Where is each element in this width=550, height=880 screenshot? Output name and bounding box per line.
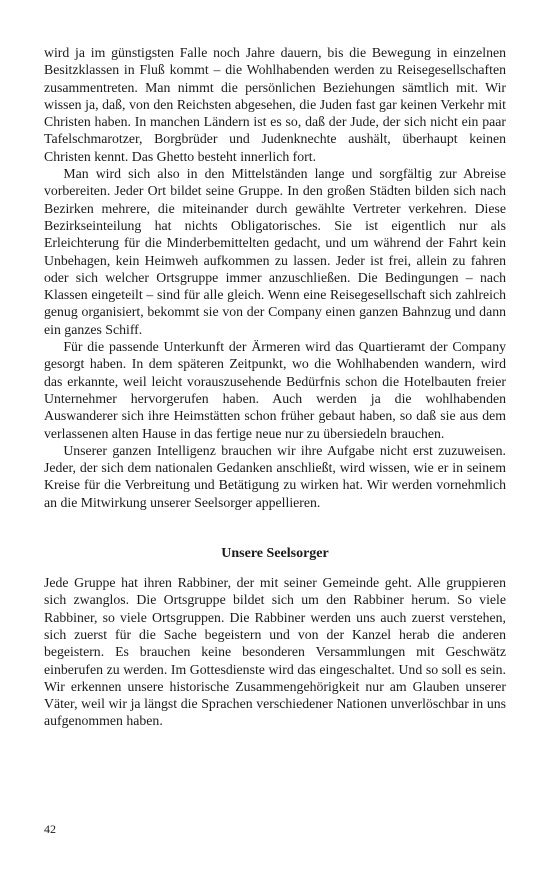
paragraph-3: Für die passende Unterkunft der Ärmeren wird das Quartieramt der Company gesorgt haben. In dem späteren Zeitpunkt, wo die Wohlhabenden wandern, wird das erkannte, weil leicht vorauszusehende Bedürfnis schon die Hotelbauten freier Unternehmer hervorgerufen haben. Auch werden ja die wohlhabenden Auswanderer sich ihre Heimstätten schon früher gebaut haben, so daß sie aus dem verlassenen alten Hause in das fertige neue nur zu übersiedeln brauchen.	[44, 339, 506, 441]
paragraph-2: Man wird sich also in den Mittelständen lange und sorgfältig zur Abreise vorbereiten. Jeder Ort bildet seine Gruppe. In den großen Städten bilden sich nach Bezirken mehrere, die miteinander durch gewählte Vertreter verkehren. Diese Bezirkseinteilung hat nichts Obligatorisches. Sie ist eigentlich nur als Erleichterung für die Minderbemittelten gedacht, und um während der Fahrt kein Unbehagen, kein Heimweh aufkommen zu lassen. Jeder ist frei, allein zu fahren oder sich welcher Ortsgruppe immer anzuschließen. Die Bedingungen – nach Klassen eingeteilt – sind für alle gleich. Wenn eine Reisegesellschaft sich zahlreich genug organisiert, bekommt sie von der Company einen ganzen Bahnzug und dann ein ganzes Schiff.	[44, 166, 506, 337]
paragraph-4: Unserer ganzen Intelligenz brauchen wir ihre Aufgabe nicht erst zuzuweisen. Jeder, der sich dem nationalen Gedanken anschließt, wird wissen, wie er in seinem Kreise für die Verbreitung und Betätigung zu wirken hat. Wir werden vornehmlich an die Mitwirkung unserer Seelsorger appellieren.	[44, 442, 506, 510]
paragraph-5: Jede Gruppe hat ihren Rabbiner, der mit seiner Gemeinde geht. Alle gruppieren sich zwanglos. Die Ortsgruppe bildet sich um den Rabbiner herum. So viele Rabbiner, so viele Ortsgruppen. Die Rabbiner werden uns auch zuerst verstehen, sich zuerst für die Sache begeistern und von der Kanzel herab die anderen begeistern. Es brauchen keine besonderen Versammlungen mit Geschwätz einberufen zu werden. Im Gottesdienste wird das eingeschaltet. Und so soll es sein. Wir erkennen unsere historische Zusammengehörigkeit nur am Glauben unserer Väter, weil wir ja längst die Sprachen verschiedener Nationen unverlöschbar in uns aufgenommen haben.	[44, 575, 506, 729]
paragraph-1: wird ja im günstigsten Falle noch Jahre dauern, bis die Bewegung in einzelnen Besitzklassen in Fluß kommt – die Wohlhabenden werden zu Reisegesellschaften zusammentreten. Man nimmt die persönlichen Beziehungen sämtlich mit. Wir wissen ja, daß, von den Reichsten abgesehen, die Juden fast gar keinen Verkehr mit Christen haben. In manchen Ländern ist es so, daß der Jude, der sich nicht ein paar Tafelschmarotzer, Borgbrüder und Judenknechte aushält, überhaupt keinen Christen kennt. Das Ghetto besteht innerlich fort.	[44, 45, 506, 164]
page-body	[44, 44, 506, 730]
section-heading: Unsere Seelsorger	[221, 546, 329, 562]
page-number: 42	[44, 822, 56, 836]
